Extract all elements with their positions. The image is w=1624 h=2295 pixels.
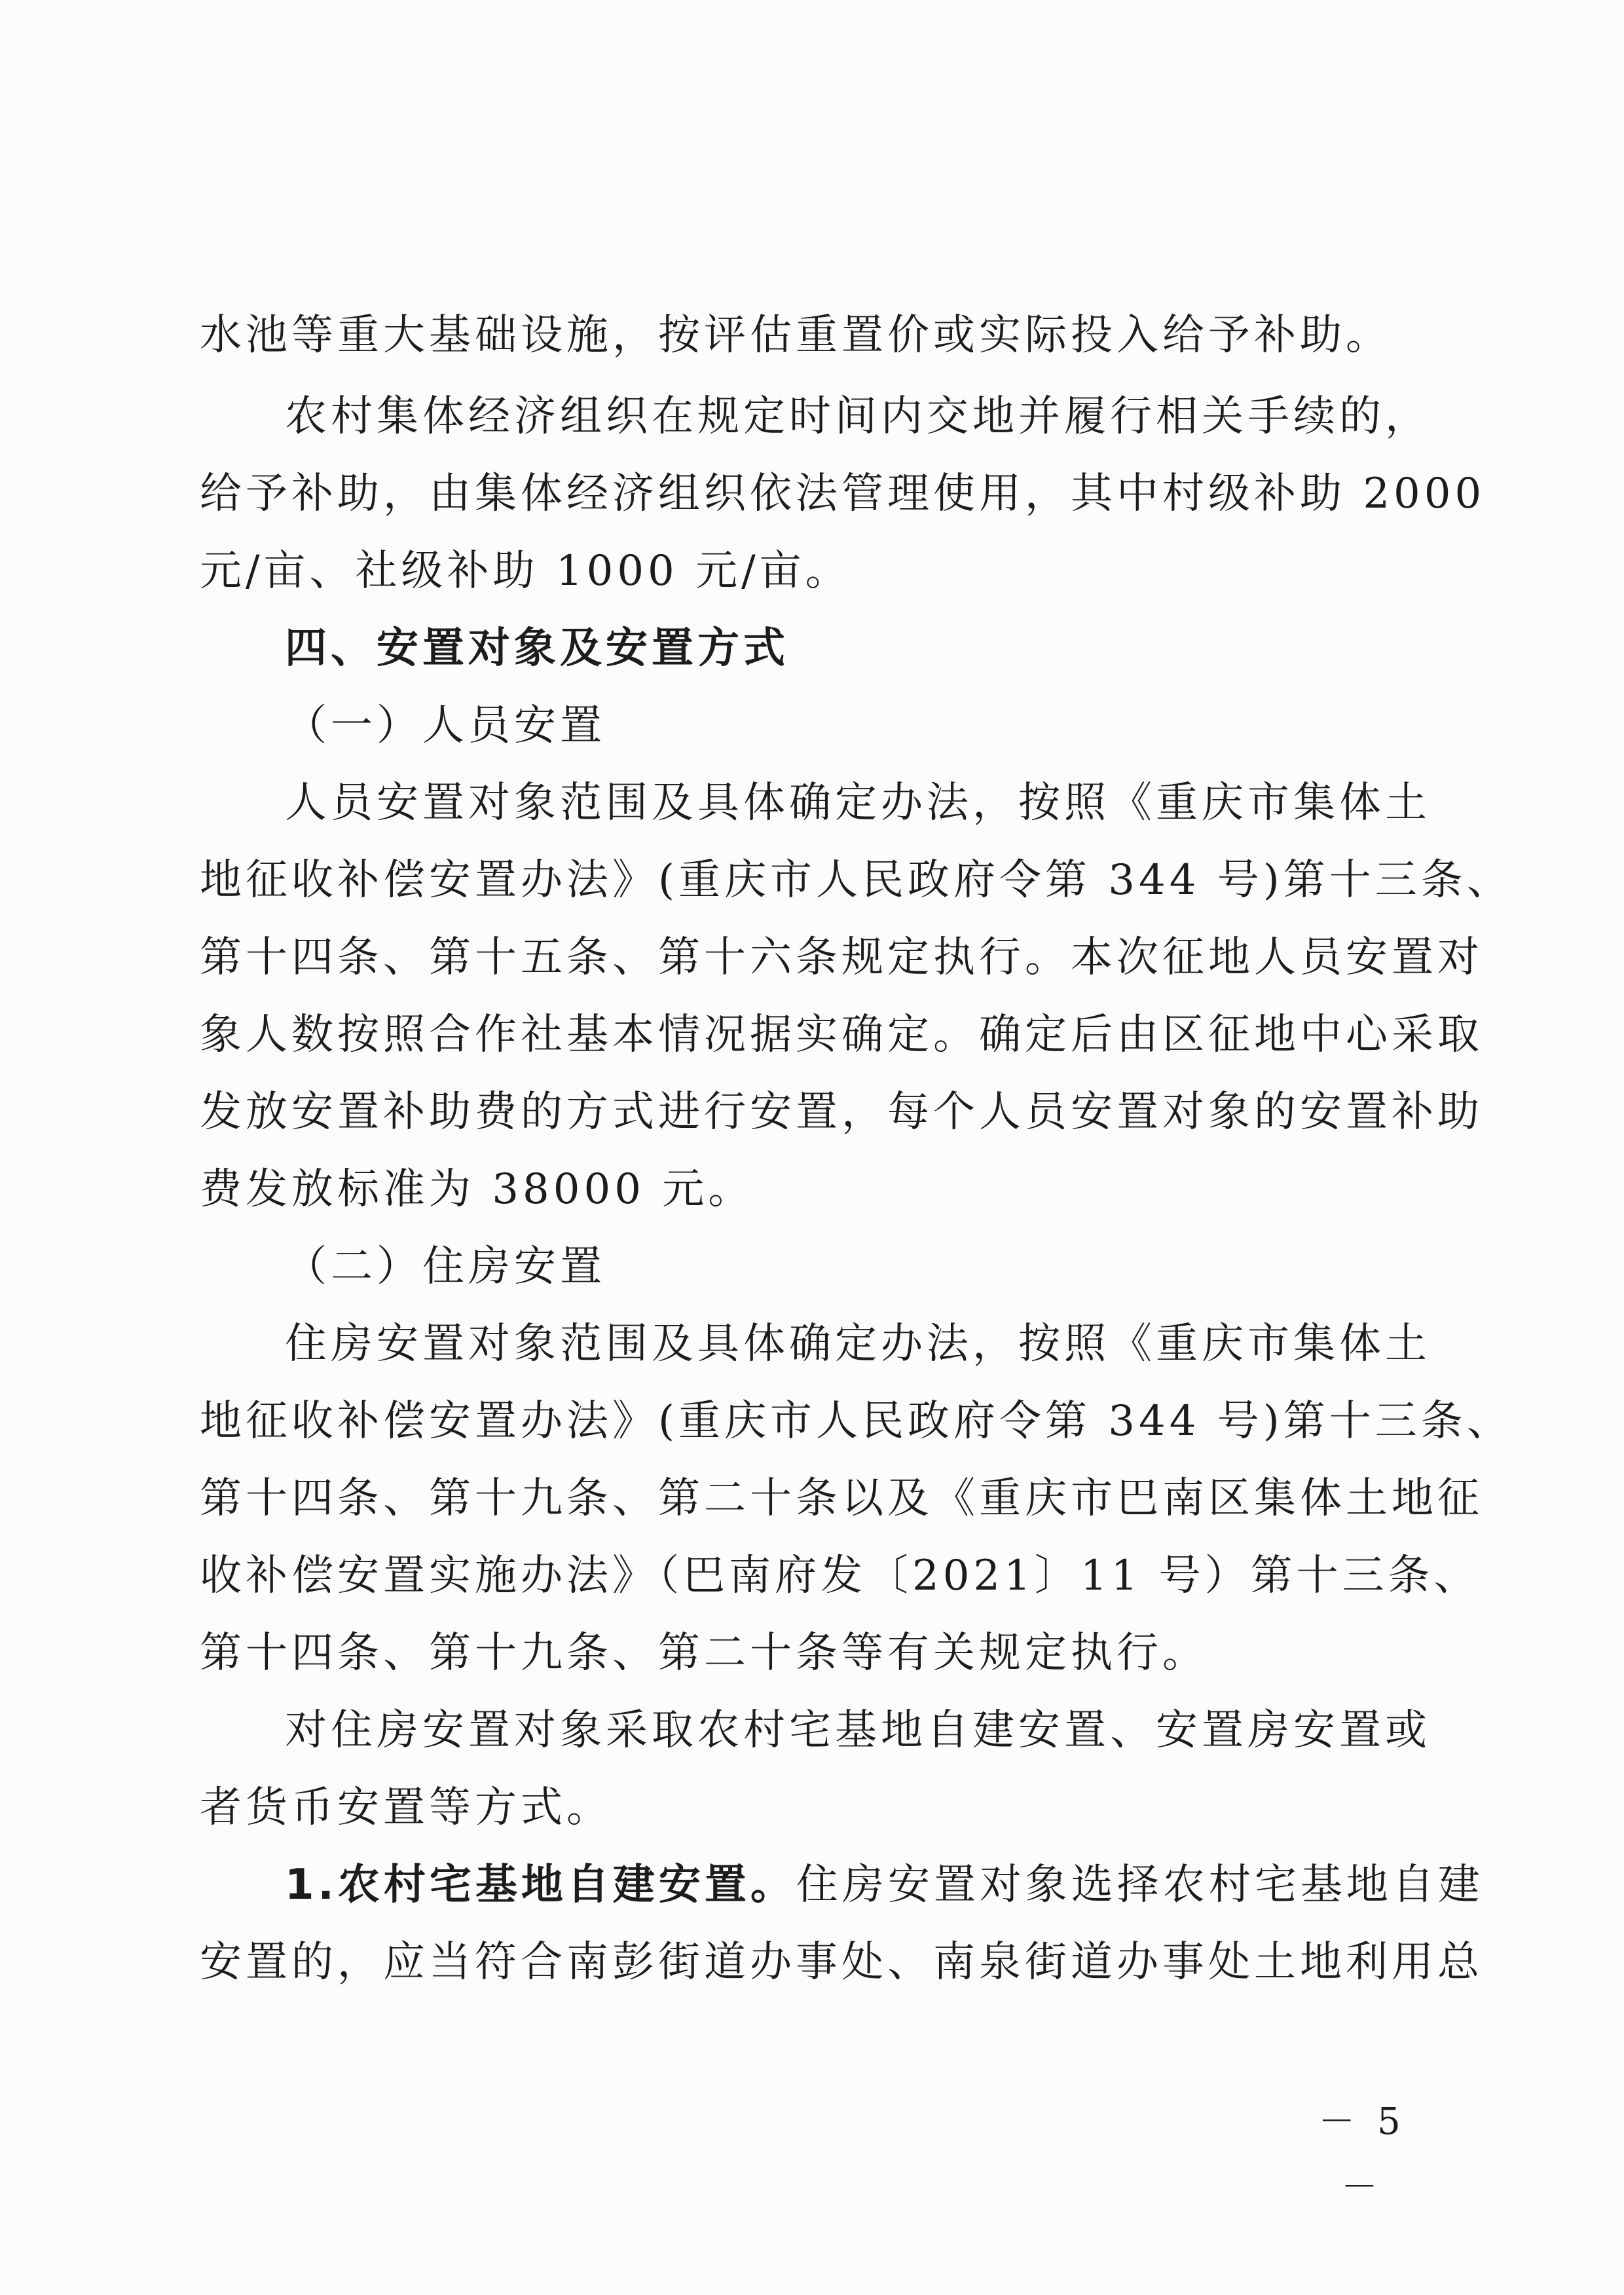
- paragraph-line: 第十四条、第十五条、第十六条规定执行。本次征地人员安置对: [200, 933, 1483, 982]
- paragraph-line: 第十四条、第十九条、第二十条等有关规定执行。: [200, 1629, 1208, 1677]
- paragraph-line: 住房安置对象范围及具体确定办法，按照《重庆市集体土: [285, 1320, 1431, 1368]
- paragraph-line: 水池等重大基础设施，按评估重置价或实际投入给予补助。: [200, 311, 1392, 360]
- paragraph-line: 收补偿安置实施办法》（巴南府发〔2021〕11 号）第十三条、: [200, 1552, 1480, 1600]
- page-number: － 5 －: [1318, 2100, 1406, 2209]
- bold-lead-text: 1.农村宅基地自建安置。: [285, 1861, 796, 1909]
- paragraph-line: 地征收补偿安置办法》(重庆市人民政府令第 344 号)第十三条、: [200, 1397, 1513, 1446]
- paragraph-line: 地征收补偿安置办法》(重庆市人民政府令第 344 号)第十三条、: [200, 856, 1513, 905]
- paragraph-line: 给予补助，由集体经济组织依法管理使用，其中村级补助 2000: [200, 470, 1486, 518]
- subsection-heading: （二）住房安置: [285, 1242, 606, 1291]
- paragraph-line: 者货币安置等方式。: [200, 1783, 612, 1832]
- paragraph-line: 第十四条、第十九条、第二十条以及《重庆市巴南区集体土地征: [200, 1474, 1483, 1523]
- paragraph-text: 住房安置对象选择农村宅基地自建: [796, 1861, 1484, 1909]
- paragraph-line: 农村集体经济组织在规定时间内交地并履行相关手续的，: [285, 392, 1431, 441]
- paragraph-line: 安置的，应当符合南彭街道办事处、南泉街道办事处土地利用总: [200, 1938, 1483, 1987]
- paragraph-line: 人员安置对象范围及具体确定办法，按照《重庆市集体土: [285, 779, 1431, 827]
- paragraph-line: 对住房安置对象采取农村宅基地自建安置、安置房安置或: [285, 1706, 1431, 1755]
- paragraph-line: 象人数按照合作社基本情况据实确定。确定后由区征地中心采取: [200, 1011, 1483, 1059]
- paragraph-line: 发放安置补助费的方式进行安置，每个人员安置对象的安置补助: [200, 1088, 1483, 1136]
- subsection-heading: （一）人员安置: [285, 701, 606, 750]
- paragraph-line: 元/亩、社级补助 1000 元/亩。: [200, 547, 851, 595]
- paragraph-line-mixed: [285, 1850, 1484, 1920]
- section-heading: 四、安置对象及安置方式: [285, 624, 789, 673]
- paragraph-line: 费发放标准为 38000 元。: [200, 1165, 754, 1214]
